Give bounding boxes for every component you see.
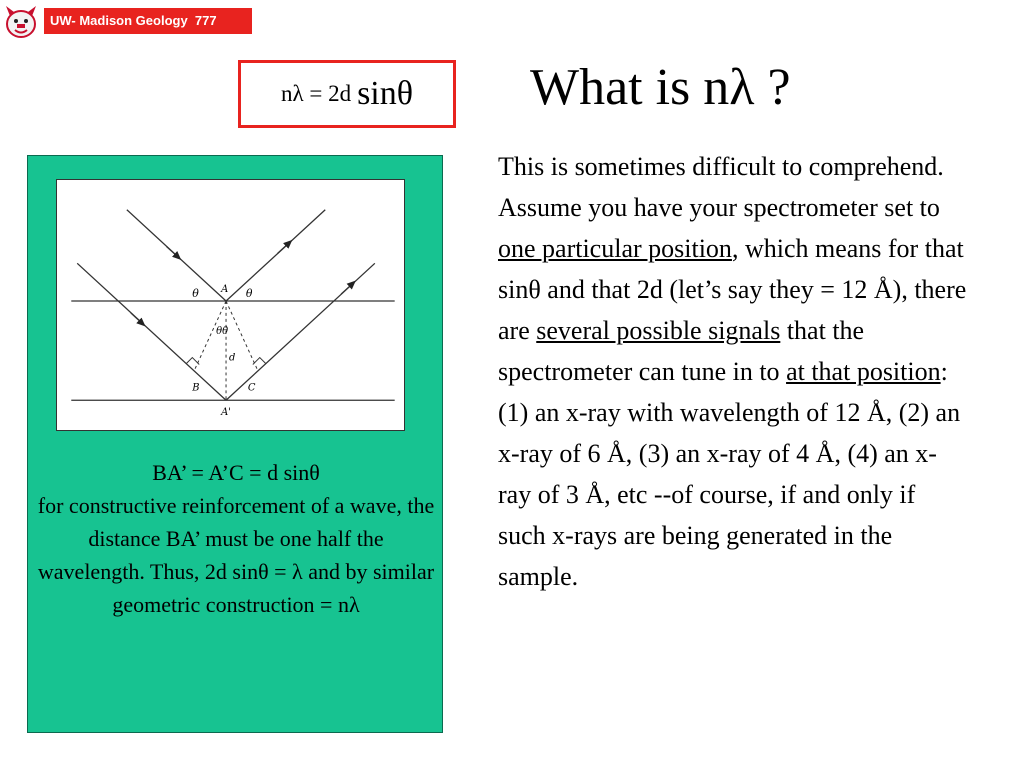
diffraction-svg [57,180,404,430]
diagram-panel [27,155,443,733]
caption-line-1: BA’ = A’C = d sinθ [152,460,320,485]
formula-left: nλ = 2d [280,81,352,106]
badger-mascot-icon [0,0,42,42]
body-text-2: , which means for that sinθ and that 2d (let’s say they = 12 Å), there are [498,234,967,345]
reflected-arrow-upper [278,243,290,254]
course-label: UW- Madison Geology 777 [44,8,252,34]
label-theta-inner: θθ [216,325,229,337]
label-a-bottom: A' [221,407,231,419]
label-c: C [247,382,256,394]
body-text-4: : (1) an x-ray with wavelength of 12 Å, (2) an x-ray of 6 Å, (3) an x-ray of 4 Å, (4) an x-ray of 3 Å, etc --of course, if and only if such x-rays are being generated in the sample. [498,357,961,591]
reflected-arrow-lower [341,283,353,294]
incident-arrow-upper [167,246,179,257]
label-b: B [192,382,200,394]
underline-at-that-position: at that position [786,357,941,386]
explanation-text [498,146,968,597]
reflected-ray-upper [226,210,325,301]
incident-arrow-lower [131,313,143,324]
bragg-diffraction-diagram [56,179,405,431]
label-a-top: A [221,284,229,296]
caption-line-2: for constructive reinforcement of a wave, the distance BA’ must be one half the wavelength. Thus, 2d sinθ = λ and by similar geometric construction = nλ [37,493,435,617]
label-theta-right: θ [245,287,253,301]
underline-one-particular-position: one particular position [498,234,732,263]
right-angle-c [253,358,266,365]
formula-sin-theta: sinθ [357,75,414,112]
diagram-caption [34,456,438,621]
underline-several-possible-signals: several possible signals [536,316,781,345]
body-text-3: that the spectrometer can tune in to [498,316,865,386]
label-theta-left: θ [192,287,199,301]
body-text-1: This is sometimes difficult to comprehend. Assume you have your spectrometer set to [498,152,944,222]
slide-title: What is nλ ? [530,59,791,116]
bragg-formula-box [238,60,456,128]
incident-ray-lower [77,263,229,400]
right-angle-b [186,358,199,365]
label-d: d [229,352,236,364]
